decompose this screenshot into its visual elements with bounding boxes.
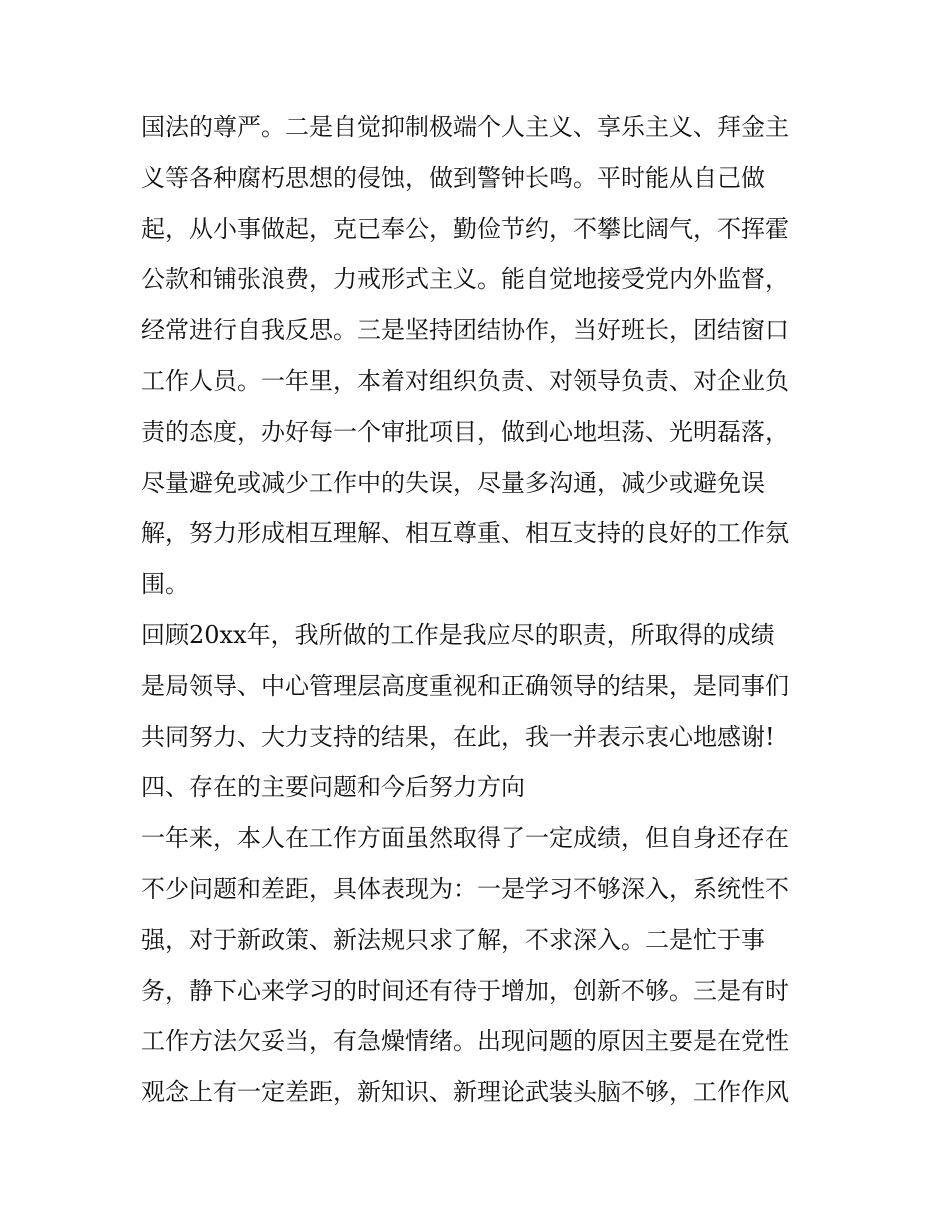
text-line: 是局领导、中心管理层高度重视和正确领导的结果，是同事们 (141, 671, 789, 700)
text-line: 一年来，本人在工作方面虽然取得了一定成绩，但自身还存在 (141, 824, 789, 853)
text-line: 务，静下心来学习的时间还有待于增加，创新不够。三是有时 (141, 976, 789, 1005)
text-line: 工作方法欠妥当，有急燥情绪。出现问题的原因主要是在党性 (141, 1027, 789, 1056)
text-line: 围。 (141, 570, 189, 599)
text-line: 强，对于新政策、新法规只求了解，不求深入。二是忙于事 (141, 925, 765, 954)
text-line: 不少问题和差距，具体表现为：一是学习不够深入，系统性不 (141, 874, 789, 903)
text-line: 经常进行自我反思。三是坚持团结协作，当好班长，团结窗口 (141, 316, 789, 345)
text-line: 责的态度，办好每一个审批项目，做到心地坦荡、光明磊落， (141, 417, 789, 446)
text-line: 共同努力、大力支持的结果，在此，我一并表示衷心地感谢! (141, 722, 775, 751)
text-line: 尽量避免或减少工作中的失误，尽量多沟通，减少或避免误 (141, 468, 765, 497)
text-line: 国法的尊严。二是自觉抑制极端个人主义、享乐主义、拜金主 (141, 113, 789, 141)
text-line: 工作人员。一年里，本着对组织负责、对领导负责、对企业负 (141, 366, 789, 395)
text-line: 观念上有一定差距，新知识、新理论武装头脑不够，工作作风 (141, 1078, 789, 1107)
text-line: 起，从小事做起，克已奉公，勤俭节约，不攀比阔气，不挥霍 (141, 214, 789, 243)
text-line: 义等各种腐朽思想的侵蚀，做到警钟长鸣。平时能从自己做 (141, 163, 765, 192)
text-line: 公款和铺张浪费，力戒形式主义。能自觉地接受党内外监督， (141, 265, 789, 294)
text-line: 回顾20xx年，我所做的工作是我应尽的职责，所取得的成绩 (141, 620, 775, 649)
body-text (141, 102, 831, 1118)
section-heading: 四、存在的主要问题和今后努力方向 (141, 773, 525, 802)
text-line: 解，努力形成相互理解、相互尊重、相互支持的良好的工作氛 (141, 519, 789, 548)
